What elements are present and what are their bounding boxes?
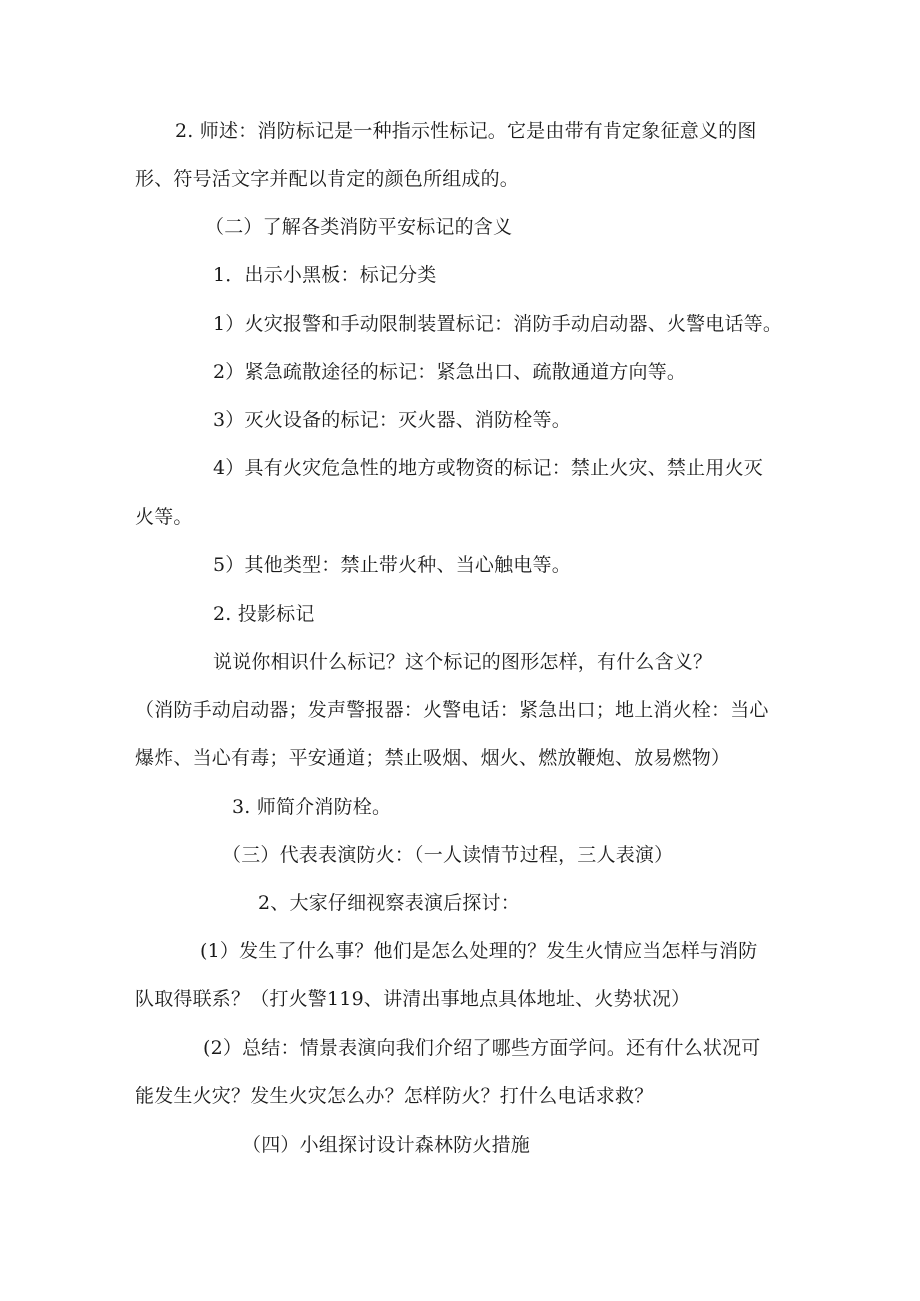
paragraph-line: 2、大家仔细视察表演后探讨： (258, 892, 520, 914)
paragraph-line: (2）总结：情景表演向我们介绍了哪些方面学问。还有什么状况可 (203, 1037, 761, 1059)
list-item: 1）火灾报警和手动限制装置标记：消防手动启动器、火警电话等。 (213, 313, 783, 335)
paragraph-line: 2. 师述：消防标记是一种指示性标记。它是由带有肯定象征意义的图 (175, 120, 757, 142)
paragraph-line: 说说你相识什么标记？这个标记的图形怎样，有什么含义？ (213, 651, 713, 673)
paragraph-line: (1）发生了什么事？他们是怎么处理的？发生火情应当怎样与消防 (200, 940, 758, 962)
paragraph-line: 3. 师简介消防栓。 (232, 796, 392, 818)
paragraph-line: 能发生火灾？发生火灾怎么办？怎样防火？打什么电话求救？ (135, 1085, 654, 1107)
list-item: 2）紧急疏散途径的标记：紧急出口、疏散通道方向等。 (213, 361, 687, 383)
section-heading: （四）小组探讨设计森林防火措施 (242, 1134, 531, 1156)
list-item-continued: 火等。 (135, 506, 193, 528)
paragraph-line: （消防手动启动器；发声警报器：火警电话：紧急出口；地上消火栓：当心 (135, 699, 769, 721)
section-heading: （二）了解各类消防平安标记的含义 (205, 216, 513, 238)
section-heading: （三）代表表演防火：（一人读情节过程，三人表演） (222, 844, 674, 866)
list-item: 3）灭火设备的标记：灭火器、消防栓等。 (213, 409, 571, 431)
list-item: 5）其他类型：禁止带火种、当心触电等。 (213, 554, 571, 576)
paragraph-line: 爆炸、当心有毒；平安通道；禁止吸烟、烟火、燃放鞭炮、放易燃物） (135, 747, 731, 769)
paragraph-line: 队取得联系？（打火警119、讲清出事地点具体地址、火势状况） (135, 988, 691, 1010)
paragraph-line: 2. 投影标记 (213, 603, 315, 625)
list-item: 4）具有火灾危急性的地方或物资的标记：禁止火灾、禁止用火灭 (213, 457, 763, 479)
paragraph-line: 形、符号活文字并配以肯定的颜色所组成的。 (135, 168, 520, 190)
paragraph-line: 1．出示小黑板：标记分类 (213, 264, 437, 286)
